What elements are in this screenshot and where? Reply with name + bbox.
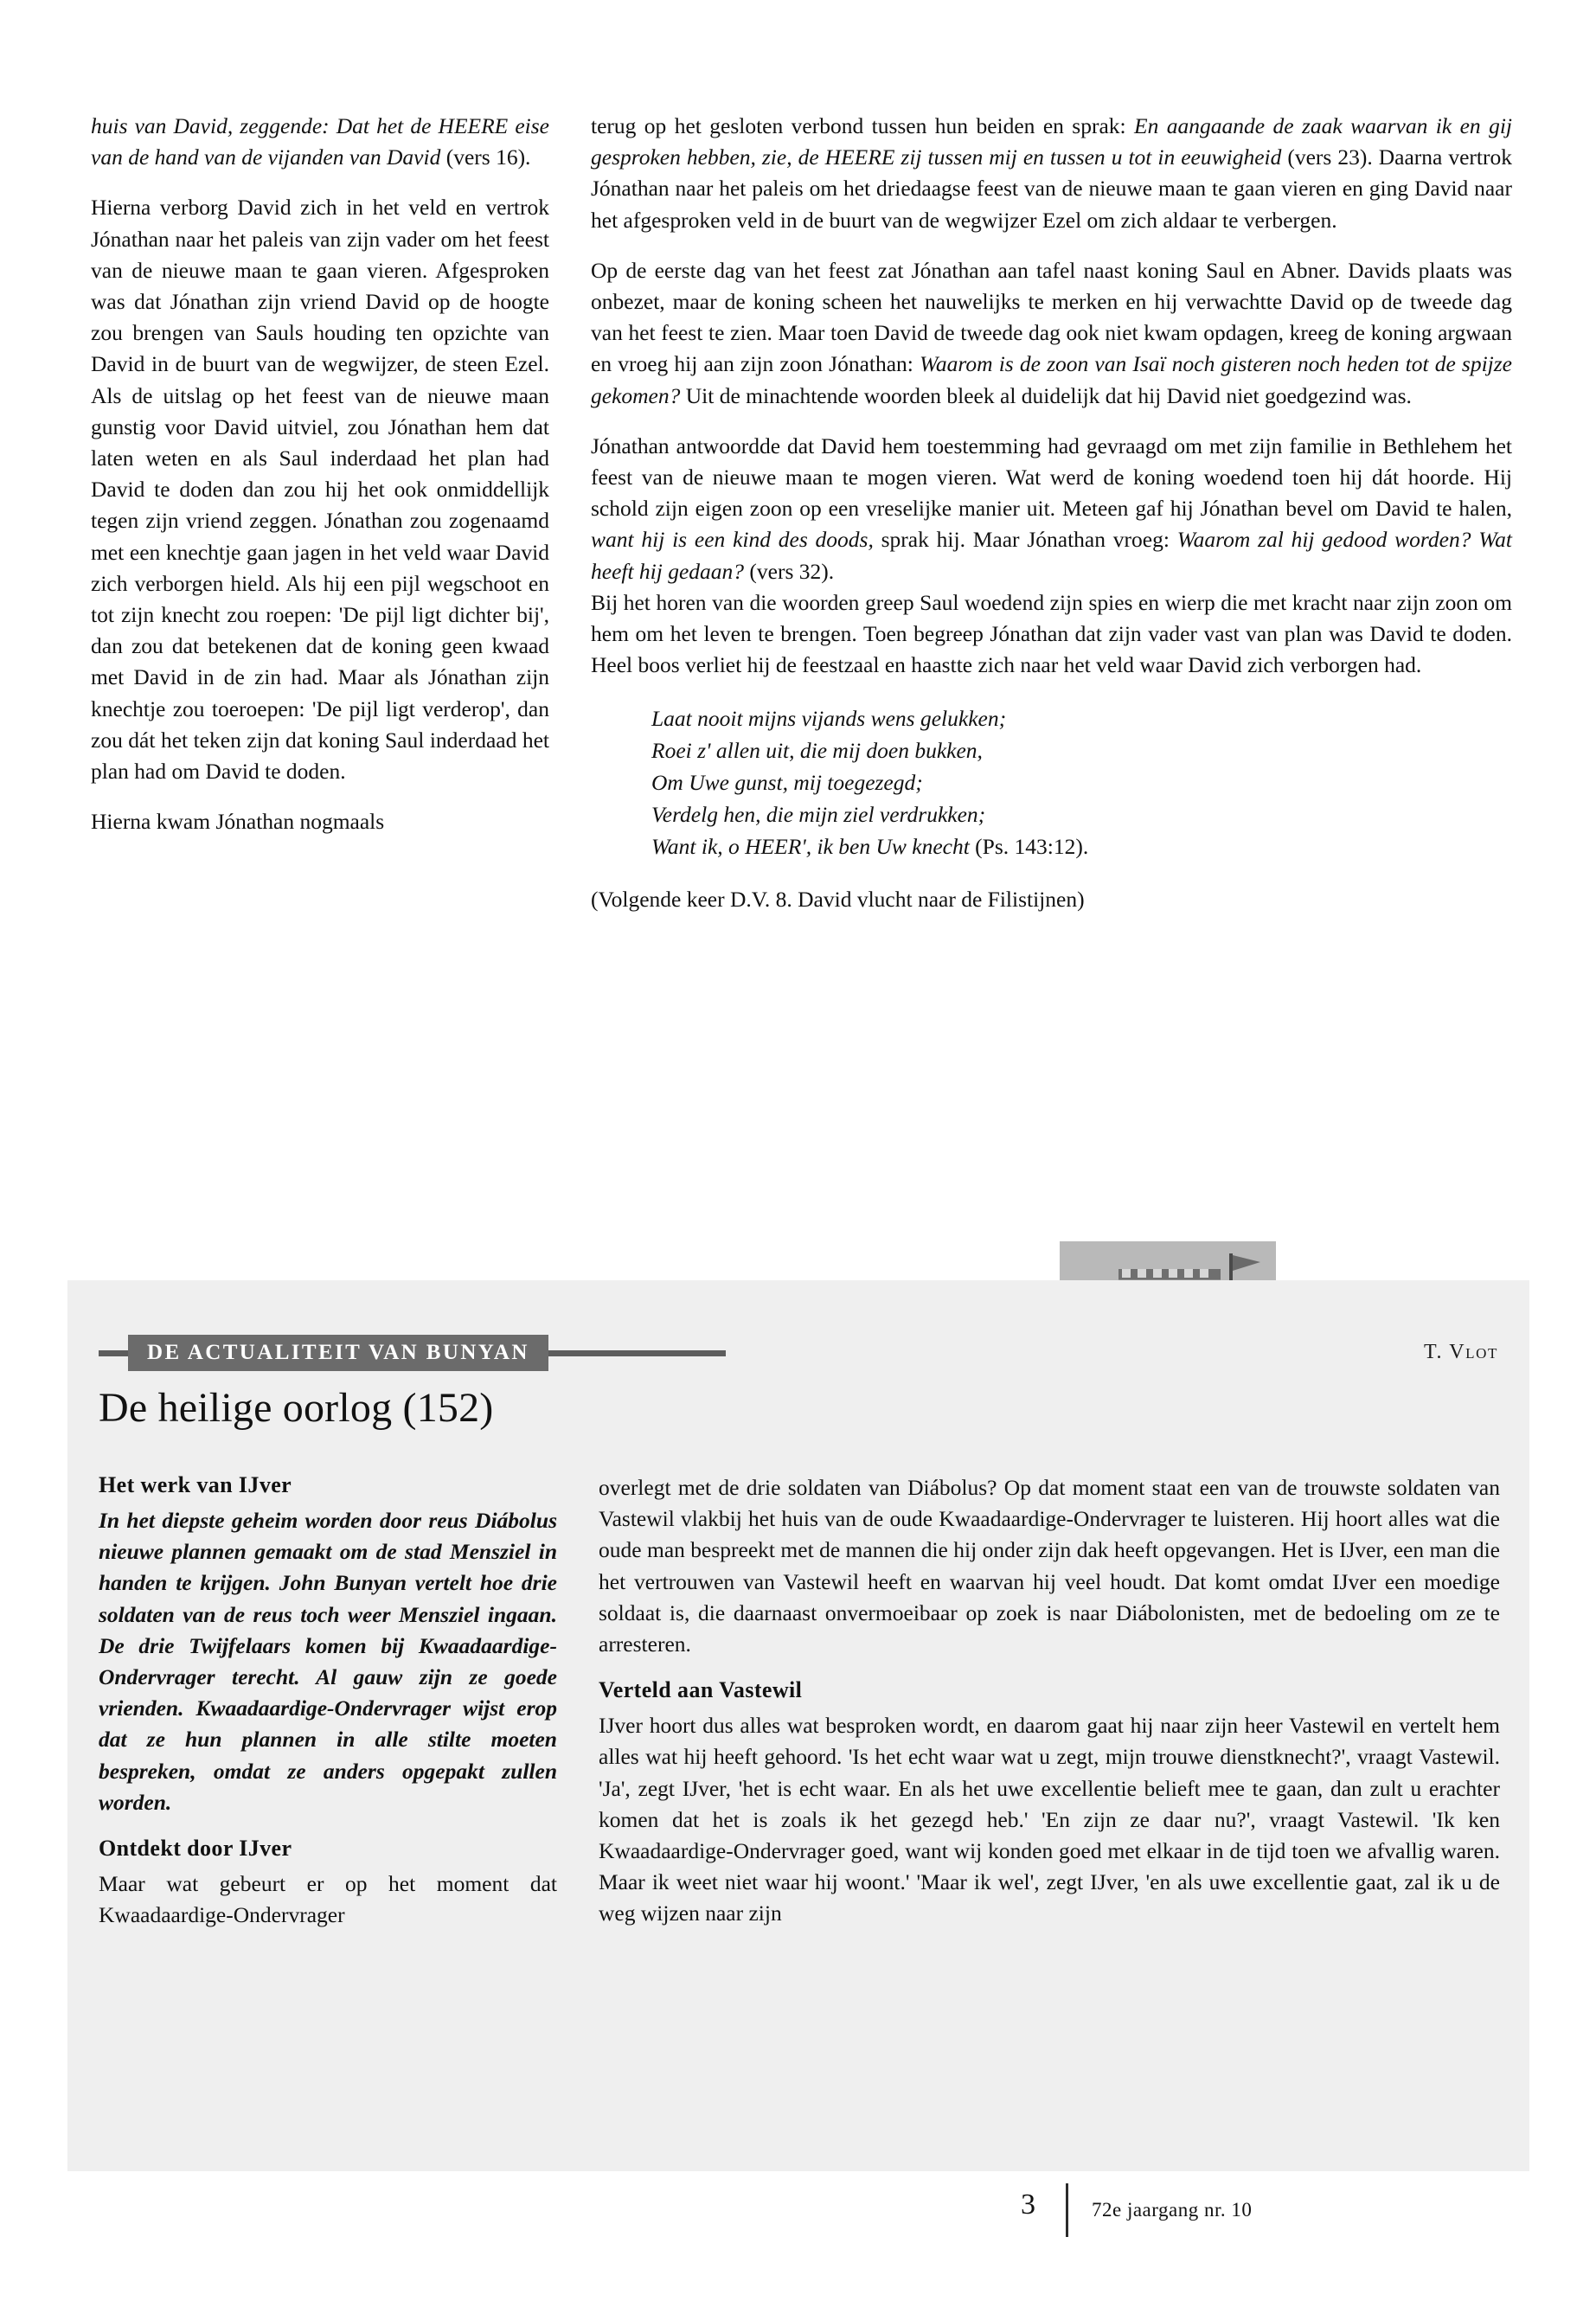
paragraph [591,431,1512,587]
verse-line: Om Uwe gunst, mij toegezegd; [651,770,923,796]
article-column-right [591,111,1512,916]
paragraph: IJver hoort dus alles wat besproken wordt, en daarom gaat hij naar zijn heer Vastewil en vertelt hem alles wat hij heeft gehoord. 'Is het echt waar wat u zegt, mijn trouwe dienstknecht?', vraagt Vastewil. 'Ja', zegt IJver, 'het is echt waar. En als het uwe excellentie belieft mee te gaan, dan zult u erachter komen dat het is zoals ik het gezegd heb.' 'En zijn ze daar nu?', vraagt Vastewil. 'Ik ken Kwaadaardige-Ondervrager goed, want wij konden goed met elkaar in de tijd toen we afvallig waren. Maar ik weet niet waar hij woont.' 'Maar ik wel', zegt IJver, 'en als uwe excellentie gaat, zal ik u de weg wijzen naar zijn [599,1713,1500,1926]
feature-columns [99,1472,1500,1948]
verse-line [651,831,1512,863]
article-author: T. Vlot [1423,1341,1498,1363]
verse-line: Roei z' allen uit, die mij doen bukken, [651,738,983,764]
scripture-quote: huis van David, zeggende: Dat het de HEERE eise van de hand van de vijanden van David [91,113,549,170]
article-column-left [91,111,549,916]
top-article [91,111,1514,916]
paragraph: Bij het horen van die woorden greep Saul woedend zijn spies en wierp die met kracht naar zijn zoon om hem om het leven te brengen. Toen begreep Jónathan dat zijn vader vast van plan was David te doden. Heel boos verliet hij de feestzaal en haastte zich naar het veld waar David zich verborgen had. [591,589,1512,678]
feature-column-left [99,1472,557,1948]
text-run: (vers 23). Daarna vertrok Jónathan naar het paleis om het driedaagse feest van de nieuwe maan te gaan vieren en ging David naar het afgesproken veld in de buurt van de wegwijzer Ezel om zich aldaar te verbergen. [591,144,1512,233]
paragraph: overlegt met de drie soldaten van Diábolus? Op dat moment staat een van de trouwste soldaten van Vastewil vlakbij het huis van de oude Kwaadaardige-Ondervrager te luisteren. Hij hoort alles wat die oude man bespreekt met de mannen die hij onder zijn dak heeft opgevangen. Het is IJver, een man die het vertrouwen van Vastewil heeft en waarvan hij veel houdt. Dat komt omdat IJver een moedige soldaat is, die daarnaast onvermoeibaar op zoek is naar Diábolonisten, met de bedoeling om ze te arresteren. [599,1475,1500,1657]
scripture-quote: En aangaande de zaak waarvan ik en gij gesproken hebben, zie, de HEERE zij tussen mij en tussen u tot in eeuwigheid [591,113,1512,170]
scripture-quote: Waarom is de zoon van Isaï noch gisteren noch heden tot de spijze gekomen? [591,351,1513,408]
paragraph [91,111,549,173]
feature-section [67,1280,1529,2171]
footer-divider [1066,2183,1068,2237]
psalm-verse [651,703,1512,863]
verse-line: Laat nooit mijns vijands wens gelukken; [651,706,1007,732]
issue-info: 72e jaargang nr. 10 [1092,2199,1253,2221]
verse-ref: (vers 32). [744,558,835,584]
ribbon-rule-right [548,1350,726,1356]
paragraph [591,255,1512,412]
section-ribbon-label: DE ACTUALITEIT VAN BUNYAN [128,1335,548,1371]
page-number: 3 [1021,2189,1035,2221]
text-run: Jónathan antwoordde dat David hem toestemming had gevraagd om met zijn familie in Bethlehem het feest van de nieuwe maan te mogen vieren. Wat werd de koning woedend toen hij dát hoorde. Hij schold zijn eigen zoon op een vreselijke manier uit. Meteen gaf hij Jónathan bevel om David te halen, [591,433,1512,522]
ribbon-rule-left [99,1350,128,1356]
next-issue-note: (Volgende keer D.V. 8. David vlucht naar de Filistijnen) [591,887,1085,913]
text-run: Op de eerste dag van het feest zat Jónathan aan tafel naast koning Saul en Abner. Davids plaats was onbezet, maar de koning scheen het nauwelijks te merken en hij verwachtte David op de tweede dag van het feest te zien. Maar toen David de tweede dag ook niet kwam opdagen, kreeg de koning argwaan en vroeg hij aan zijn zoon Jónathan: [591,257,1512,377]
paragraph [591,111,1512,236]
verse-line: Verdelg hen, die mijn ziel verdrukken; [651,802,986,828]
text-run: Uit de minachtende woorden bleek al duidelijk dat hij David niet goedgezind was. [680,382,1412,408]
paragraph: Hierna verborg David zich in het veld en vertrok Jónathan naar het paleis van zijn vader om het feest van de nieuwe maan te gaan vieren. Afgesproken was dat Jónathan zijn vriend David op de hoogte zou brengen van Sauls houding ten opzichte van David in de buurt van de wegwijzer, de steen Ezel. Als de uitslag op het feest van de nieuwe maan gunstig voor David uitviel, zou Jónathan hem dat laten weten en als Saul inderdaad het plan had David te doden dan zou hij het ook onmiddellijk tegen zijn vriend zeggen. Jónathan zou zogenaamd met een knechtje gaan jagen in het veld waar David zich verborgen hield. Als hij een pijl wegschoot en tot zijn knecht zou roepen: 'De pijl ligt dichter bij', dan zou dat betekenen dat de koning geen kwaad met David in de zin had. Maar als Jónathan zijn knechtje zou toeroepen: 'De pijl ligt verderop', dan zou dát het teken zijn dat koning Saul inderdaad het plan had om David te doden. [91,195,549,785]
feature-column-right [599,1472,1500,1948]
scripture-quote: want hij is een kind des doods, [591,527,874,553]
text-run: sprak hij. Maar Jónathan vroeg: [873,527,1177,553]
text-run: terug op het gesloten verbond tussen hun beiden en sprak: [591,113,1135,138]
paragraph: Maar wat gebeurt er op het moment dat Kwaadaardige-Ondervrager [99,1871,557,1928]
subheading: Verteld aan Vastewil [599,1677,803,1703]
verse-text: Want ik, o HEER', ik ben Uw knecht [651,834,970,860]
section-ribbon [99,1335,726,1371]
scripture-quote: Waarom zal hij gedood worden? Wat heeft hij gedaan? [591,527,1512,584]
subheading: Het werk van IJver [99,1472,292,1497]
paragraph: Hierna kwam Jónathan nogmaals [91,809,385,835]
feature-title: De heilige oorlog (152) [99,1385,494,1431]
subheading: Ontdekt door IJver [99,1836,292,1862]
verse-ref: (vers 16). [440,144,531,170]
lead-paragraph: In het diepste geheim worden door reus Diábolus nieuwe plannen gemaakt om de stad Mensziel in handen te krijgen. John Bunyan vertelt hoe drie soldaten van de reus toch weer Mensziel ingaan. De drie Twijfelaars komen bij Kwaadaardige-Ondervrager terecht. Al gauw zijn ze goede vrienden. Kwaadaardige-Ondervrager wijst erop dat ze hun plannen in alle stilte moeten bespreken, omdat ze anders opgepakt zullen worden. [99,1508,557,1815]
verse-ref: (Ps. 143:12). [969,834,1089,860]
page-footer [0,2189,1596,2249]
